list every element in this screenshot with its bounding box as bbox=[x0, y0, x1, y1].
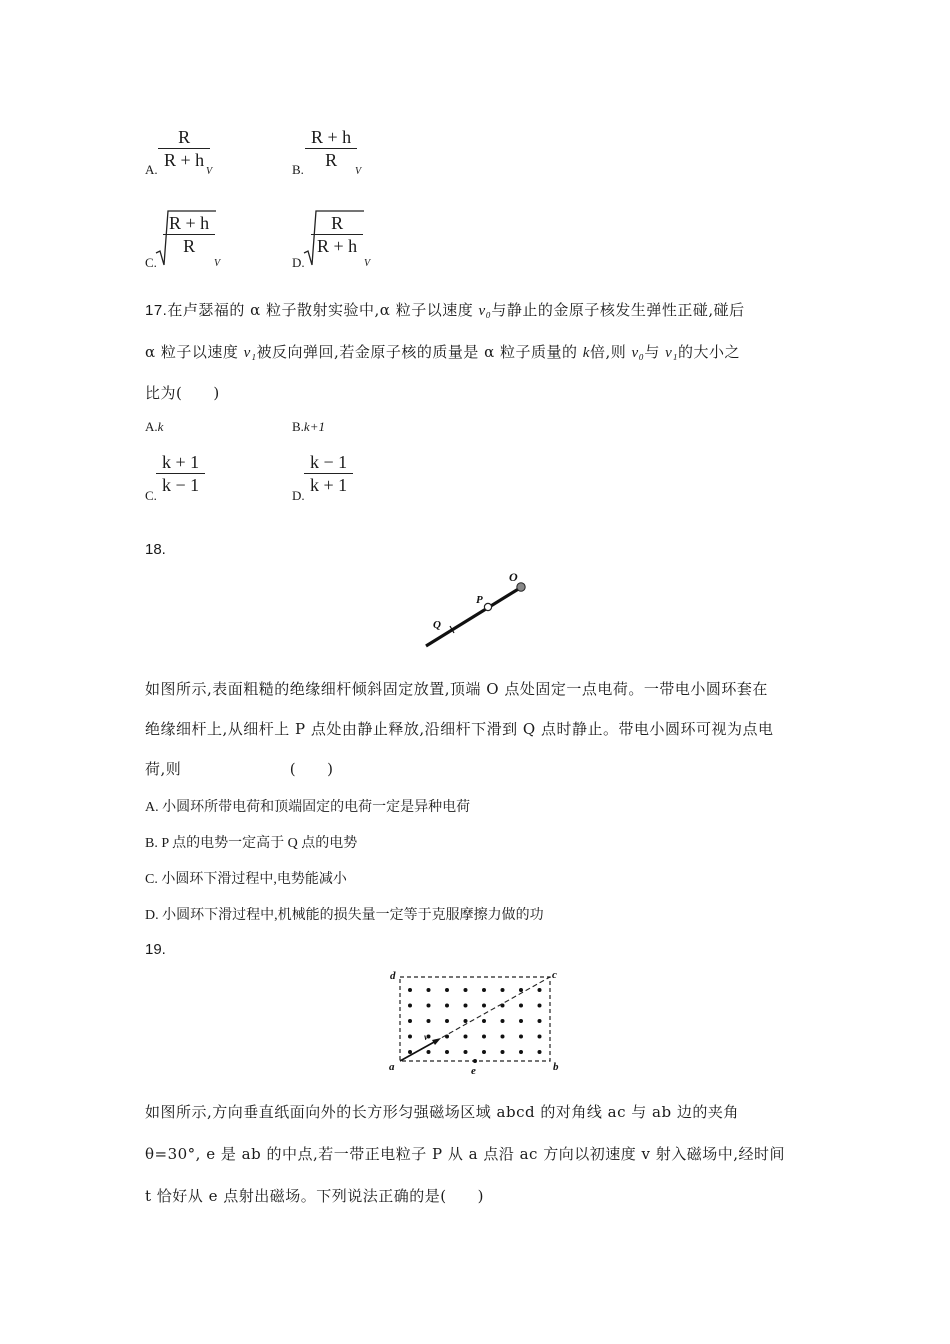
label-v: v bbox=[424, 1032, 428, 1042]
field-dot bbox=[501, 1050, 505, 1054]
q19-line-1: 如图所示,方向垂直纸面向外的长方形匀强磁场区域 abcd 的对角线 ac 与 ab 边的夹角 bbox=[145, 1103, 739, 1121]
label-d: d bbox=[390, 970, 396, 982]
option-letter: C. bbox=[145, 488, 157, 503]
field-dot bbox=[482, 1050, 486, 1054]
field-dot bbox=[482, 1019, 486, 1023]
label-o: O bbox=[509, 570, 518, 584]
field-dot bbox=[408, 1004, 412, 1008]
question-number: 19. bbox=[145, 941, 166, 958]
numerator: k + 1 bbox=[162, 452, 200, 472]
field-dot bbox=[519, 1035, 523, 1039]
q18-line-2: 绝缘细杆上,从细杆上 P 点处由静止释放,沿细杆下滑到 Q 点时静止。带电小圆环可视为点电 bbox=[145, 720, 774, 738]
subscript-v: V bbox=[355, 166, 362, 177]
field-dot bbox=[408, 1050, 412, 1054]
q18-line-1: 如图所示,表面粗糙的绝缘细杆倾斜固定放置,顶端 O 点处固定一点电荷。一带电小圆环套在 bbox=[145, 680, 768, 698]
field-dot bbox=[538, 1035, 542, 1039]
field-dot bbox=[464, 1004, 468, 1008]
denominator: R bbox=[325, 150, 338, 170]
symbol-k: k bbox=[582, 345, 590, 361]
fraction bbox=[305, 126, 357, 171]
option-letter: A. bbox=[145, 162, 158, 177]
velocity-arrow bbox=[400, 1041, 436, 1061]
field-dot bbox=[445, 1019, 449, 1023]
field-dot bbox=[519, 1004, 523, 1008]
q18-line-3: 荷,则 ( ) bbox=[145, 760, 334, 778]
field-dot bbox=[408, 988, 412, 992]
option-letter: C. bbox=[145, 255, 157, 270]
option-letter: B. bbox=[292, 162, 304, 177]
point-e bbox=[473, 1059, 477, 1063]
q18-option-c[interactable]: C. 小圆环下滑过程中,电势能减小 bbox=[145, 872, 347, 887]
field-dot bbox=[445, 1004, 449, 1008]
denominator: R + h bbox=[317, 236, 358, 256]
numerator: R + h bbox=[169, 213, 210, 233]
field-dot bbox=[501, 988, 505, 992]
symbol-v0: v₀ bbox=[478, 303, 492, 319]
field-dot bbox=[538, 1050, 542, 1054]
fixed-charge-o bbox=[517, 583, 525, 591]
q18-option-b[interactable]: B. P 点的电势一定高于 Q 点的电势 bbox=[145, 836, 358, 851]
label-b: b bbox=[553, 1061, 559, 1073]
subscript-v: V bbox=[364, 258, 371, 269]
denominator: k − 1 bbox=[162, 475, 200, 495]
fraction bbox=[156, 451, 205, 496]
field-dot bbox=[519, 1050, 523, 1054]
field-dot bbox=[464, 988, 468, 992]
q17-option-b[interactable]: B.k+1 bbox=[292, 419, 325, 434]
q19-line-2: θ=30°, e 是 ab 的中点,若一带正电粒子 P 从 a 点沿 ac 方向以初速度 v 射入磁场中,经时间 bbox=[145, 1145, 785, 1163]
option-letter: D. bbox=[292, 488, 305, 503]
q18-option-a[interactable]: A. 小圆环所带电荷和顶端固定的电荷一定是异种电荷 bbox=[145, 800, 471, 815]
field-dot bbox=[408, 1019, 412, 1023]
denominator: k + 1 bbox=[310, 475, 348, 495]
subscript-v: V bbox=[214, 258, 221, 269]
magnetic-field-figure bbox=[386, 966, 566, 1078]
field-dot bbox=[538, 1019, 542, 1023]
q19-line-3: t 恰好从 e 点射出磁场。下列说法正确的是( ) bbox=[145, 1187, 484, 1205]
field-dot bbox=[501, 1035, 505, 1039]
option-letter: D. bbox=[292, 255, 305, 270]
ring-at-p bbox=[484, 603, 491, 610]
question-number: 18. bbox=[145, 541, 166, 558]
field-dots bbox=[408, 988, 542, 1054]
field-dot bbox=[427, 1019, 431, 1023]
label-c: c bbox=[552, 969, 557, 981]
fraction bbox=[163, 212, 215, 257]
label-q: Q bbox=[433, 619, 441, 631]
field-dot bbox=[538, 988, 542, 992]
field-dot bbox=[427, 988, 431, 992]
q17-line-1: 17.在卢瑟福的 α 粒子散射实验中,α 粒子以速度 v₀与静止的金原子核发生弹性正碰,碰后 bbox=[145, 301, 745, 319]
q17-line-3: 比为( ) bbox=[145, 384, 220, 402]
field-dot bbox=[482, 988, 486, 992]
field-dot bbox=[501, 1019, 505, 1023]
field-dot bbox=[427, 1050, 431, 1054]
numerator: R + h bbox=[311, 127, 352, 147]
numerator: R bbox=[178, 127, 191, 147]
field-dot bbox=[427, 1004, 431, 1008]
field-dot bbox=[519, 1019, 523, 1023]
denominator: R bbox=[183, 236, 196, 256]
label-e: e bbox=[471, 1065, 476, 1077]
field-dot bbox=[482, 1004, 486, 1008]
symbol-v1: v₁ bbox=[665, 345, 679, 361]
field-dot bbox=[464, 1035, 468, 1039]
q17-option-a[interactable]: A.k bbox=[145, 419, 164, 434]
numerator: R bbox=[331, 213, 344, 233]
field-dot bbox=[464, 1019, 468, 1023]
symbol-v1: v₁ bbox=[243, 345, 257, 361]
inclined-rod-figure bbox=[420, 566, 532, 652]
field-dot bbox=[408, 1035, 412, 1039]
field-dot bbox=[538, 1004, 542, 1008]
subscript-v: V bbox=[206, 166, 213, 177]
symbol-v0: v₀ bbox=[631, 345, 645, 361]
q17-line-2: α 粒子以速度 v₁被反向弹回,若金原子核的质量是 α 粒子质量的 k倍,则 v₀与 v₁的大小之 bbox=[145, 343, 741, 361]
field-dot bbox=[482, 1035, 486, 1039]
fraction bbox=[311, 212, 363, 257]
field-dot bbox=[445, 1050, 449, 1054]
denominator: R + h bbox=[164, 150, 205, 170]
arrow-head bbox=[432, 1038, 441, 1045]
q18-option-d[interactable]: D. 小圆环下滑过程中,机械能的损失量一定等于克服摩擦力做的功 bbox=[145, 908, 544, 923]
field-dot bbox=[464, 1050, 468, 1054]
question-number: 17. bbox=[145, 302, 168, 319]
numerator: k − 1 bbox=[310, 452, 348, 472]
fraction bbox=[158, 126, 210, 171]
label-p: P bbox=[476, 594, 483, 606]
insulating-rod bbox=[426, 588, 520, 646]
fraction bbox=[304, 451, 353, 496]
label-a: a bbox=[389, 1061, 395, 1073]
field-dot bbox=[445, 988, 449, 992]
field-dot bbox=[519, 988, 523, 992]
